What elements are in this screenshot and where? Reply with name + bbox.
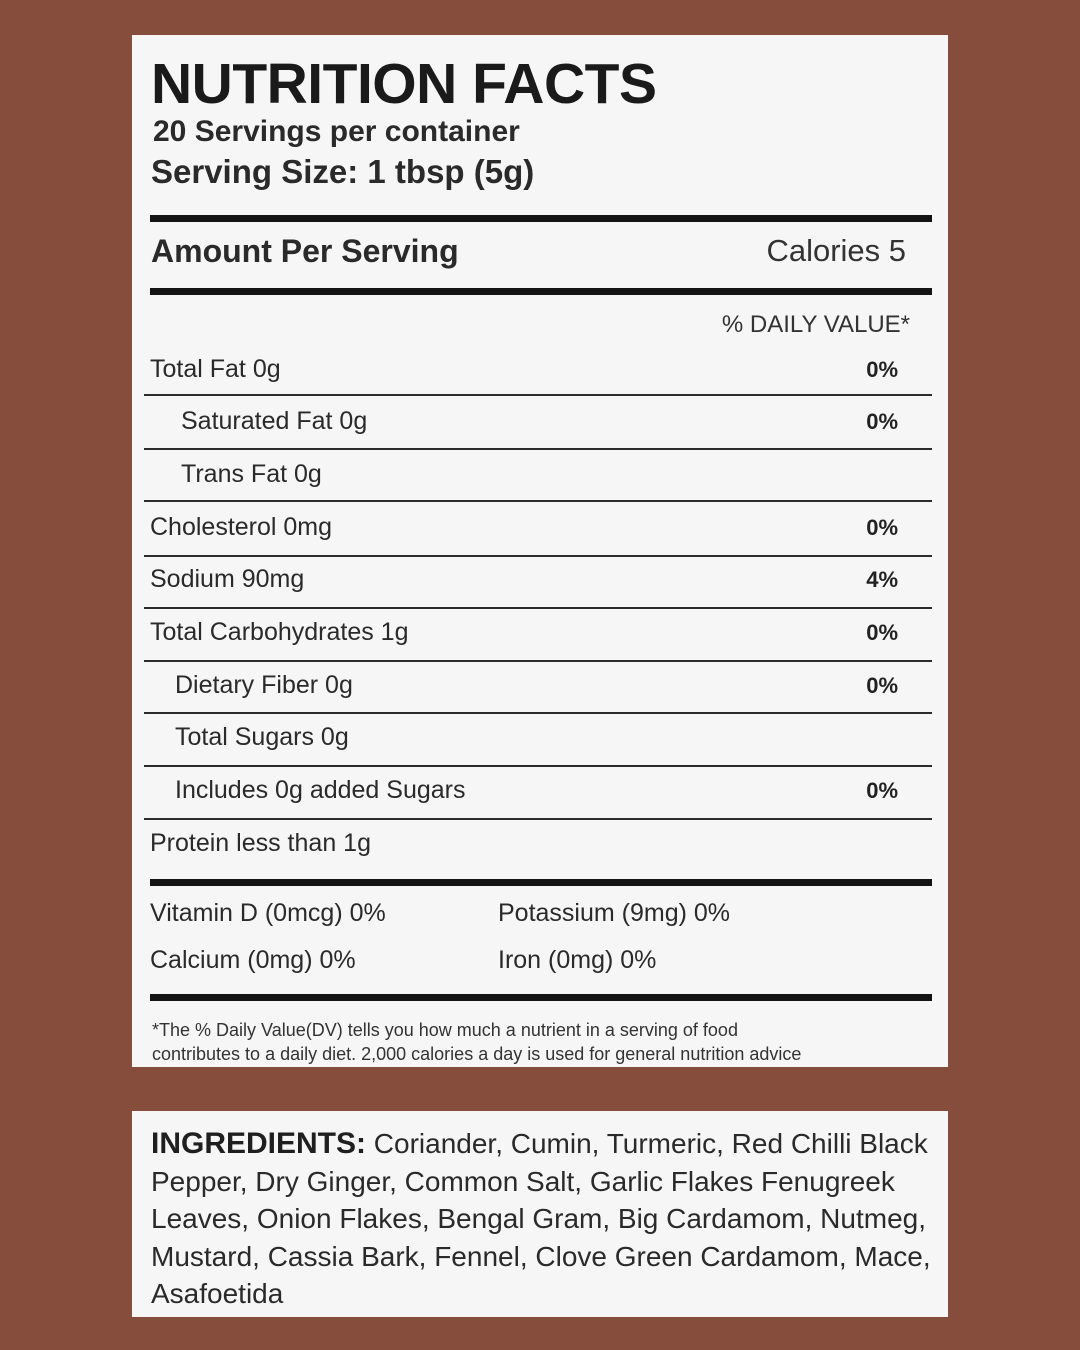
divider-thick <box>150 879 932 886</box>
divider-thin <box>144 712 932 714</box>
amount-per-serving: Amount Per Serving <box>151 233 459 269</box>
footnote-line-2: contributes to a daily diet. 2,000 calories a day is used for general nutrition advice <box>152 1044 802 1064</box>
nutrient-pct-cholesterol: 0% <box>866 515 898 540</box>
calories-value: Calories 5 <box>766 233 906 268</box>
divider-thin <box>144 818 932 820</box>
ingredients-list: Coriander, Cumin, Turmeric, Red Chilli Black Pepper, Dry Ginger, Common Salt, Garlic Flakes Fenugreek Leaves, Onion Flakes, Bengal Gram, Big Cardamom, Nutmeg, Mustard, Cassia Bark, Fennel, Clove Green Cardamom, Mace, Asafoetida <box>151 1128 931 1309</box>
iron: Iron (0mg) 0% <box>498 946 657 974</box>
divider-thin <box>144 394 932 396</box>
divider-thin <box>144 765 932 767</box>
vitamin-d: Vitamin D (0mcg) 0% <box>150 899 386 927</box>
nutrient-label-saturated-fat: Saturated Fat 0g <box>181 407 368 435</box>
calcium: Calcium (0mg) 0% <box>150 946 356 974</box>
nutrient-label-dietary-fiber: Dietary Fiber 0g <box>175 671 353 699</box>
divider-thin <box>144 607 932 609</box>
divider-thin <box>144 500 932 502</box>
nutrient-pct-total-carbohydrates: 0% <box>866 620 898 645</box>
nutrient-label-sodium: Sodium 90mg <box>150 565 305 593</box>
ingredients-panel <box>132 1111 948 1317</box>
divider-thick <box>150 288 932 295</box>
divider-thick <box>150 215 932 222</box>
potassium: Potassium (9mg) 0% <box>498 899 731 927</box>
daily-value-header: % DAILY VALUE* <box>721 311 910 338</box>
divider-thin <box>144 448 932 450</box>
nutrient-label-trans-fat: Trans Fat 0g <box>181 460 322 488</box>
nutrient-label-added-sugars: Includes 0g added Sugars <box>175 776 466 804</box>
nutrient-pct-total-fat: 0% <box>866 357 898 382</box>
label-title: NUTRITION FACTS <box>151 52 657 116</box>
serving-size: Serving Size: 1 tbsp (5g) <box>151 153 535 190</box>
nutrient-label-protein: Protein less than 1g <box>150 829 371 857</box>
nutrient-label-cholesterol: Cholesterol 0mg <box>150 513 333 541</box>
nutrient-label-total-fat: Total Fat 0g <box>150 355 281 383</box>
divider-thick <box>150 994 932 1001</box>
nutrition-facts-panel <box>132 35 948 1067</box>
nutrient-label-total-sugars: Total Sugars 0g <box>175 723 349 751</box>
divider-thin <box>144 555 932 557</box>
divider-thin <box>144 660 932 662</box>
ingredients-text-block <box>151 1125 941 1313</box>
ingredients-heading: INGREDIENTS: <box>151 1127 367 1160</box>
nutrient-pct-dietary-fiber: 0% <box>866 673 898 698</box>
nutrient-label-total-carbohydrates: Total Carbohydrates 1g <box>150 618 409 646</box>
servings-per-container: 20 Servings per container <box>153 115 520 148</box>
nutrient-pct-added-sugars: 0% <box>866 778 898 803</box>
footnote-line-1: *The % Daily Value(DV) tells you how much a nutrient in a serving of food <box>152 1020 738 1040</box>
nutrient-pct-saturated-fat: 0% <box>866 409 898 434</box>
nutrient-pct-sodium: 4% <box>866 567 898 592</box>
